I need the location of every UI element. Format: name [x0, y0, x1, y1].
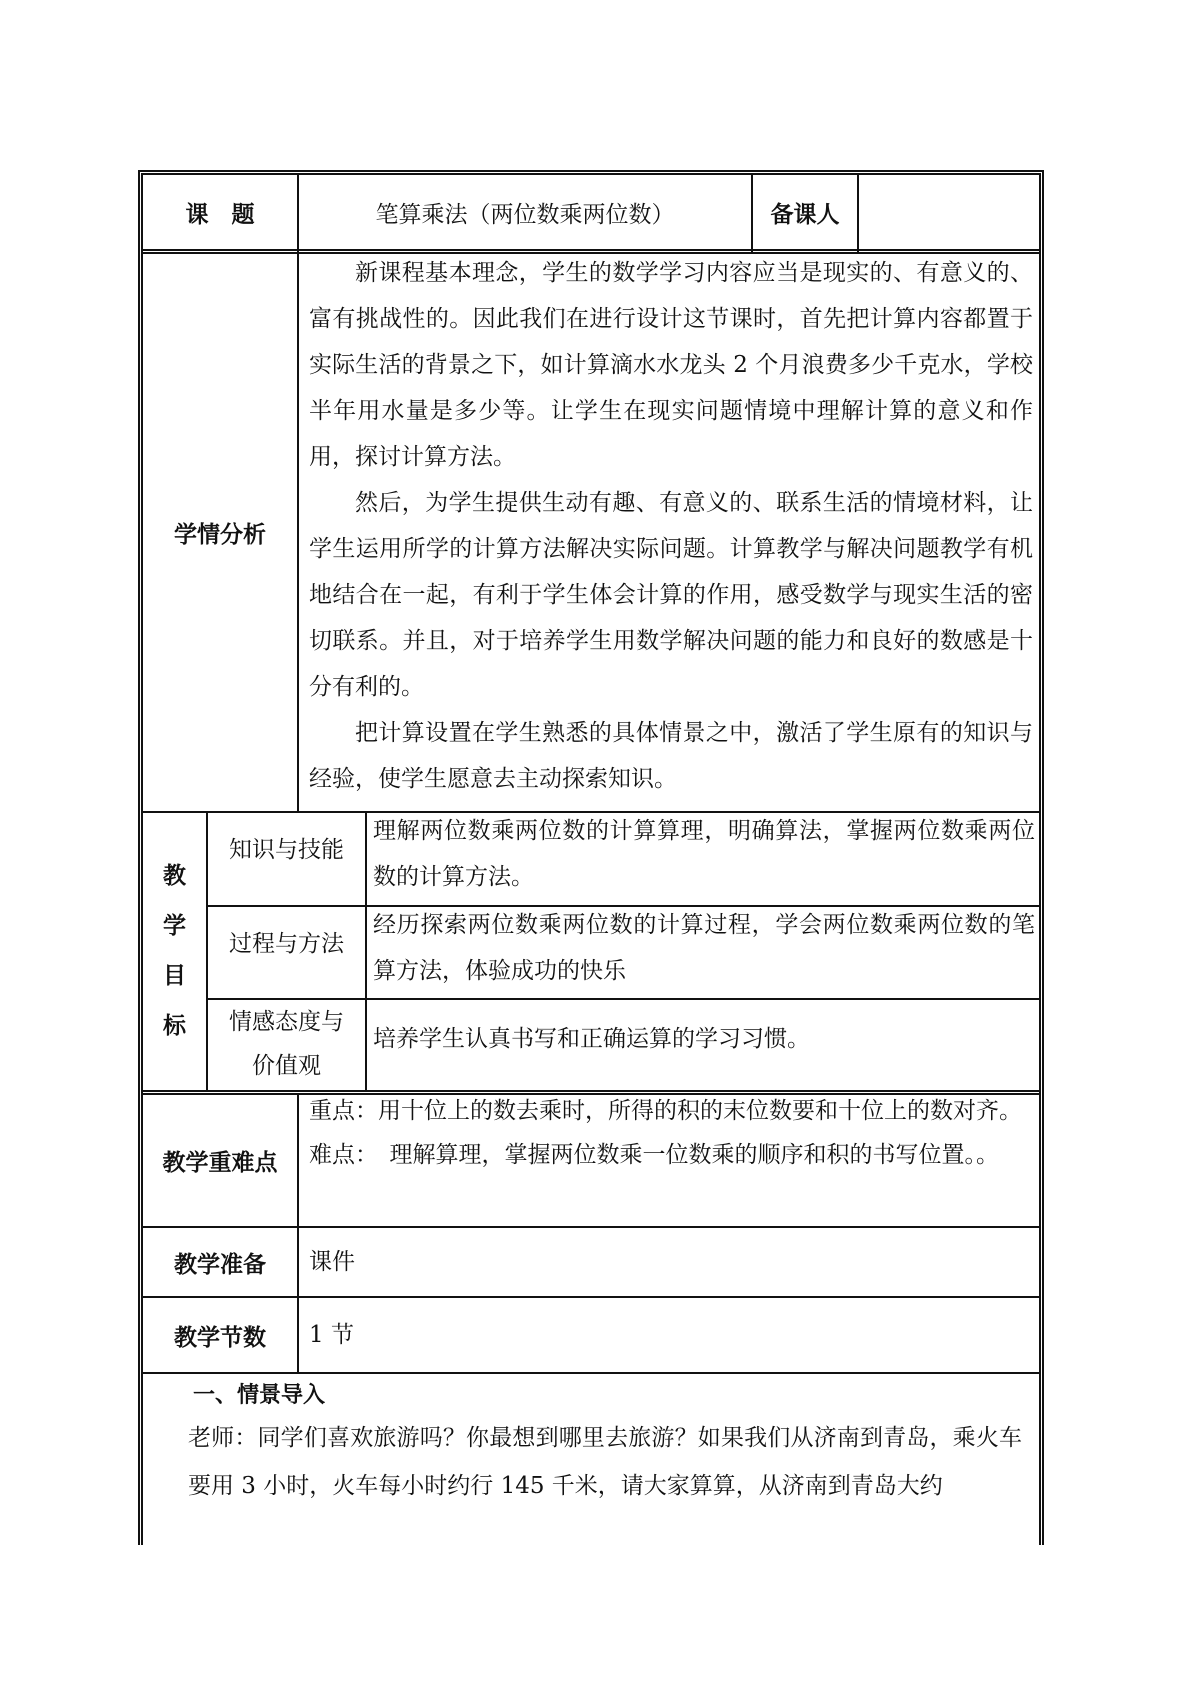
objectives-label-char: 教	[163, 863, 186, 889]
topic-label: 课 题	[185, 201, 255, 228]
objectives-label	[143, 812, 206, 1090]
objective-label-attitude-line: 情感态度与	[229, 1009, 344, 1035]
preparation-label: 教学准备	[174, 1251, 266, 1278]
objective-label-knowledge: 知识与技能	[229, 837, 344, 863]
objective-text-knowledge: 理解两位数乘两位数的计算算理，明确算法，掌握两位数乘两位数的计算方法。	[373, 818, 1035, 890]
objective-label-attitude	[208, 1000, 365, 1090]
rule	[365, 812, 367, 1091]
key-point-difficulty: 难点： 理解算理，掌握两位数乘一位数乘的顺序和积的书写位置。。	[309, 1142, 999, 1168]
analysis-paragraph: 把计算设置在学生熟悉的具体情景之中，激活了学生原有的知识与经验，使学生愿意去主动探索知识。	[309, 720, 1033, 792]
objective-label-process: 过程与方法	[229, 931, 344, 957]
periods-value: 1 节	[309, 1322, 354, 1348]
objectives-label-char: 标	[163, 1013, 186, 1039]
objectives-label-char: 学	[163, 913, 186, 939]
key-points-label: 教学重难点	[162, 1150, 278, 1176]
rule	[297, 252, 299, 812]
topic-value: 笔算乘法（两位数乘两位数）	[375, 201, 675, 228]
key-points-text	[309, 1089, 1033, 1225]
objective-text-process: 经历探索两位数乘两位数的计算过程，学会两位数乘两位数的笔算方法，体验成功的快乐	[373, 912, 1035, 984]
analysis-text	[309, 250, 1033, 810]
objectives-label-char: 目	[163, 963, 186, 989]
objective-text-attitude: 培养学生认真书写和正确运算的学习习惯。	[373, 1026, 810, 1052]
rule	[143, 1372, 1039, 1374]
objective-label-attitude-line: 价值观	[252, 1053, 321, 1079]
key-point-focus: 重点：用十位上的数去乘时，所得的积的末位数要和十位上的数对齐。	[309, 1098, 1022, 1124]
section-paragraph: 老师：同学们喜欢旅游吗？你最想到哪里去旅游？如果我们从济南到青岛，乘火车要用 3 小时，火车每小时约行 145 千米，请大家算算，从济南到青岛大约	[188, 1425, 1022, 1499]
rule	[297, 1094, 299, 1373]
analysis-paragraph: 然后，为学生提供生动有趣、有意义的、联系生活的情境材料，让学生运用所学的计算方法解决实际问题。计算教学与解决问题教学有机地结合在一起，有利于学生体会计算的作用，感受数学与现实生活的密切联系。并且，对于培养学生用数学解决问题的能力和良好的数感是十分有利的。	[309, 490, 1033, 700]
section-heading: 一、情景导入	[193, 1383, 326, 1408]
preparer-value	[859, 175, 1039, 249]
analysis-paragraph: 新课程基本理念，学生的数学学习内容应当是现实的、有意义的、富有挑战性的。因此我们在进行设计这节课时，首先把计算内容都置于实际生活的背景之下，如计算滴水水龙头 2 个月浪费多少千克水，学校半年用水量是多少等。让学生在现实问题情境中理解计算的意义和作用，探讨计算方法。	[309, 260, 1033, 470]
analysis-label: 学情分析	[174, 522, 266, 548]
preparation-value: 课件	[309, 1249, 355, 1275]
periods-label: 教学节数	[174, 1324, 266, 1351]
preparer-label: 备课人	[770, 201, 840, 228]
